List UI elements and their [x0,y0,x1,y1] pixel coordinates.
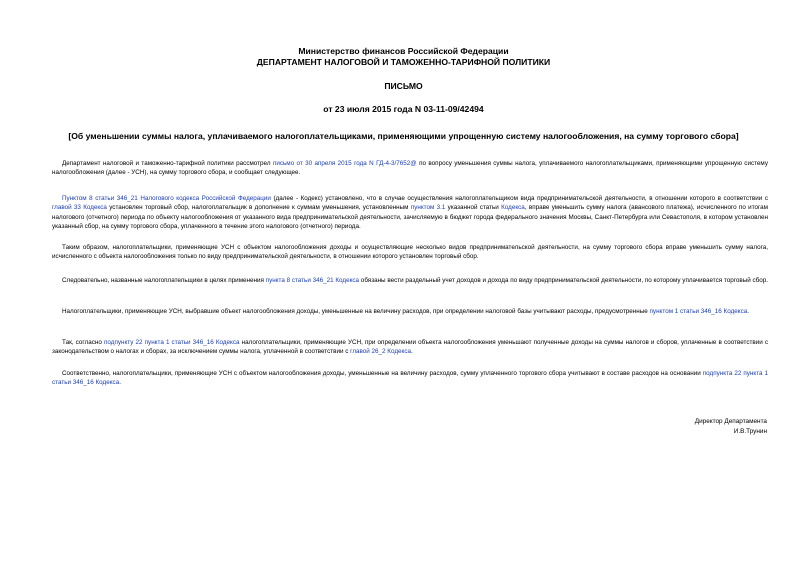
text: . [410,348,413,356]
text: Таким образом, налогоплательщики, применяющие УСН с объектом налогообложения доходы и осуществляющие несколько видов предпринимательской деятельности, на сумму торгового сбора вправе уменьшить сумму налога, исчисленного с объекта налогообложения только по виду предпринимательской деятельности, в отношении которого установлен торговый сбор. [52,244,768,261]
signature-position: Директор Департамента [694,418,767,425]
text: налогоплательщики, применяющие УСН, при определении объекта налогообложения уменьшают полученные доходы на суммы налогов и сборов, уплаченные в соответствии с законодательством о налогах и сборах, за исключением суммы налога, уплаченной в соответствии с [52,339,768,356]
paragraph-7 [52,369,768,388]
signature-block [695,417,767,437]
text: . [747,308,749,315]
link-letter-gd[interactable]: письмо от 30 апреля 2015 года N ГД-4-3/7652@ [272,160,417,167]
paragraph-3 [52,243,768,262]
link-article-346-21-point-8-b[interactable]: пункта 8 статьи 346_21 Кодекса [265,277,360,284]
paragraph-4 [52,276,768,285]
paragraph-1 [52,159,768,178]
ministry-name: Министерство финансов Российской Федерации [298,46,509,56]
signature-name: И.В.Трунин [733,428,767,435]
link-point-3-1[interactable]: пунктом 3.1 [410,204,446,212]
link-article-346-16-point-1[interactable]: пунктом 1 статьи 346_16 Кодекса [649,308,748,315]
paragraph-2 [52,194,768,232]
text: обязаны вести раздельный учет доходов и дохода по виду предпринимательской деятельности, по которому уплачивается торговый сбор. [359,277,769,284]
link-chapter-33[interactable]: главой 33 Кодекса [52,204,107,212]
paragraph-5 [52,307,768,316]
text: Так, согласно [62,339,104,346]
department-name: ДЕПАРТАМЕНТ НАЛОГОВОЙ И ТАМОЖЕННО-ТАРИФНОЙ ПОЛИТИКИ [256,57,551,67]
link-code[interactable]: Кодекса [501,204,525,212]
document-date-number: от 23 июля 2015 года N 03-11-09/42494 [323,104,484,114]
document-subject: [Об уменьшении суммы налога, уплачиваемого налогоплательщиками, применяющими упрощенную систему налогообложения, на сумму торгового сбора] [68,131,739,141]
link-subpoint-22-b[interactable]: подпункта 22 пункта 1 статьи 346_16 Кодекса [52,370,768,387]
text: , вправе уменьшить сумму налога (авансового платежа), исчисленного по итогам налогового (отчетного) периода по объекту налогообложения от указанного вида предпринимательской деятельности, зачисляемую в бюджет города федерального значения Москвы, Санкт-Петербурга или Севастополя, в котором установлен указанный сбор, на сумму торгового сбора, уплаченного в течение этого налогового (отчетного) периода. [52,204,769,231]
text: указанной статьи [445,204,502,212]
link-article-346-21-point-8[interactable]: Пунктом 8 статьи 346_21 Налогового кодекса Российской Федерации [62,195,271,202]
text: по вопросу уменьшения суммы налога, уплачиваемого налогоплательщиками, применяющими упрощенную систему налогообложения (далее - УСН), на сумму торгового сбора, и сообщает следующее. [52,160,768,177]
link-subpoint-22[interactable]: подпункту 22 пункта 1 статьи 346_16 Кодекса [104,339,240,346]
text: установлен торговый сбор, налогоплательщик в дополнение к суммам уменьшения, установленным [106,204,411,212]
paragraph-6 [52,338,768,357]
text: Налогоплательщики, применяющие УСН, выбравшие объект налогообложения доходы, уменьшенные на величину расходов, при определении налоговой базы учитывают расходы, предусмотренные [62,308,650,315]
text: (далее - Кодекс) установлено, что в случае осуществления налогоплательщиком вида предпринимательской деятельности, в отношении которого в соответствии с [270,195,768,202]
text: Следовательно, названные налогоплательщики в целях применения [62,277,266,284]
link-chapter-26-2[interactable]: главой 26_2 Кодекса [350,348,411,356]
document-type: ПИСЬМО [384,81,423,91]
text: Департамент налоговой и таможенно-тарифной политики рассмотрел [62,160,273,167]
text: . [119,379,121,387]
text: Соответственно, налогоплательщики, применяющие УСН с объектом налогообложения доходы, уменьшенные на величину расходов, сумму уплаченного торгового сбора учитывают в составе расходов на основании [62,370,703,377]
